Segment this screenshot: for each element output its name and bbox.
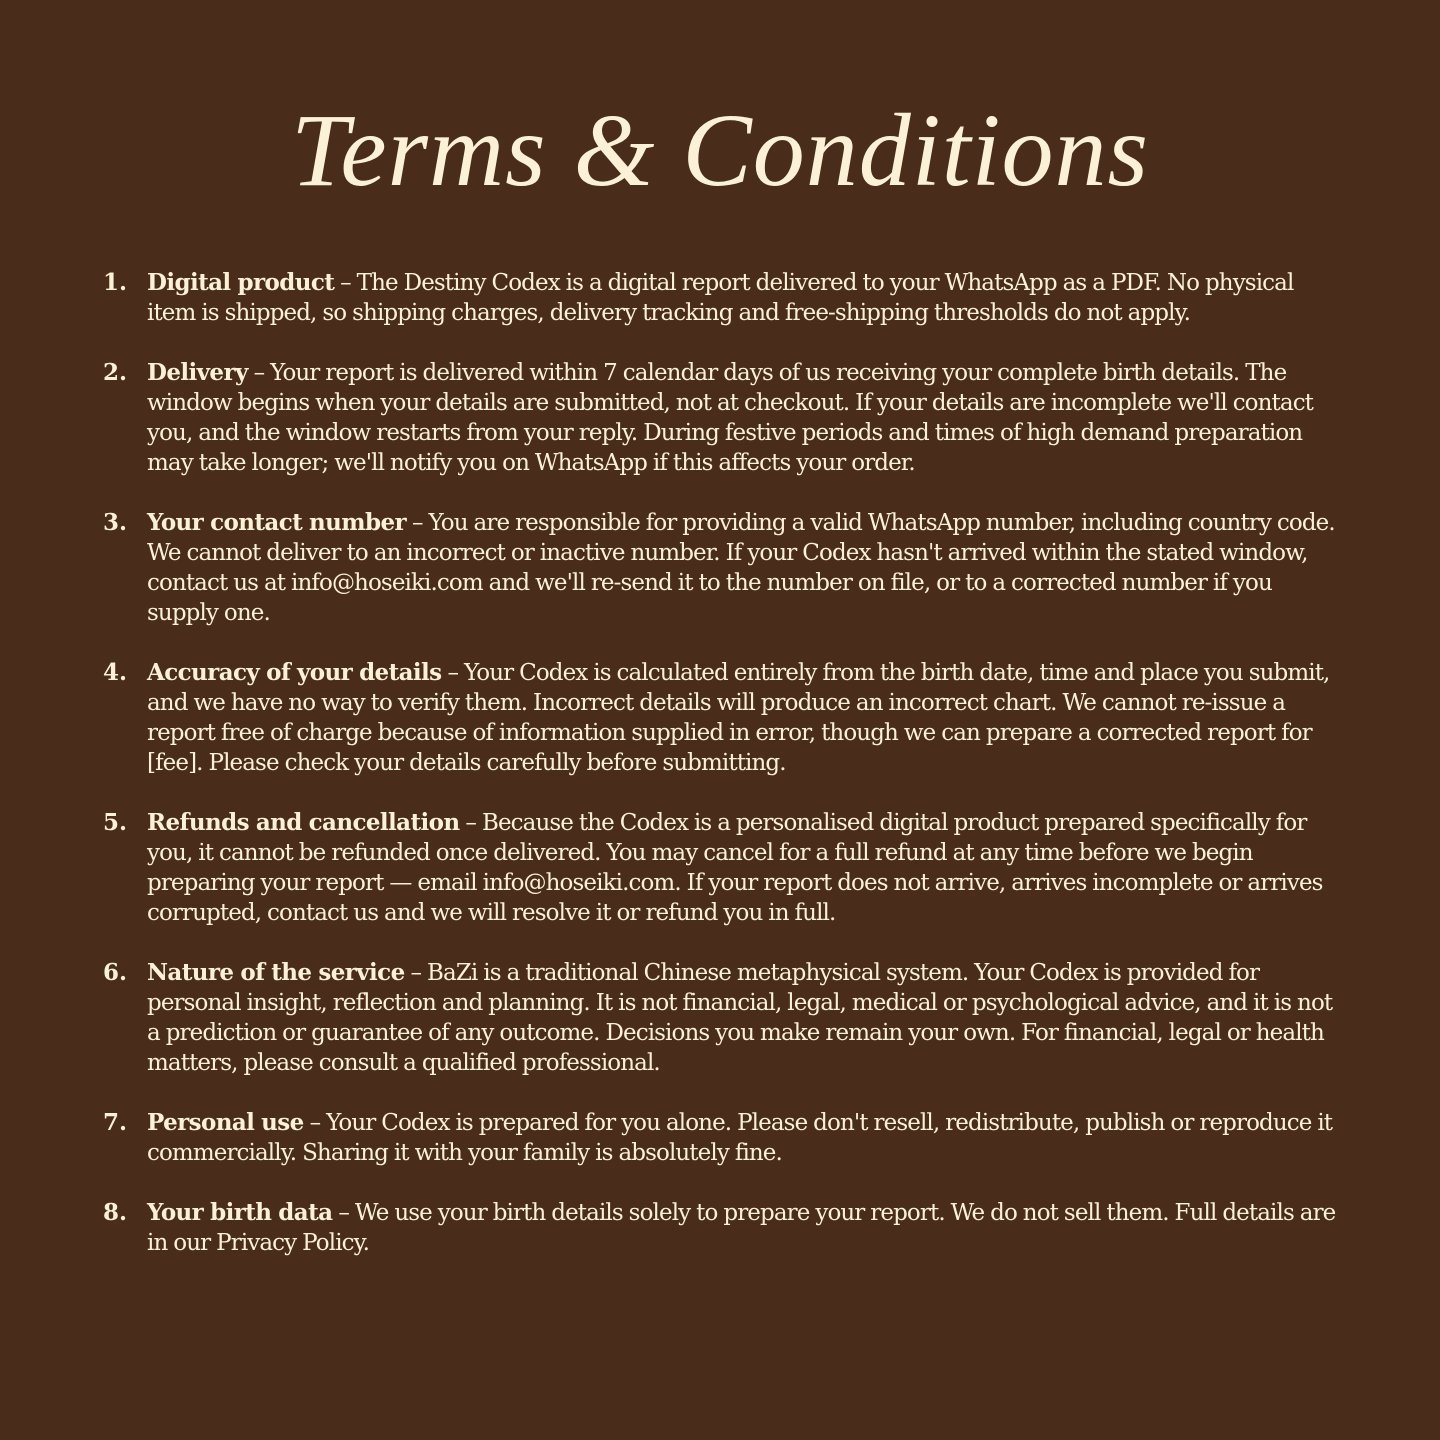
term-number: 6. <box>103 959 128 986</box>
term-heading: Your contact number <box>147 509 407 536</box>
term-item-personal-use <box>100 1108 1340 1168</box>
page-title: Terms & Conditions <box>291 93 1149 208</box>
term-number: 4. <box>103 659 128 686</box>
term-item-accuracy <box>100 658 1340 778</box>
term-number: 5. <box>103 809 128 836</box>
term-item-refunds <box>100 808 1340 928</box>
term-heading: Personal use <box>147 1109 304 1136</box>
term-heading: Nature of the service <box>147 959 405 986</box>
term-heading: Your birth data <box>147 1199 333 1226</box>
term-number: 8. <box>103 1199 128 1226</box>
term-item-digital-product <box>100 268 1340 328</box>
terms-list <box>100 268 1340 1288</box>
term-number: 1. <box>103 269 128 296</box>
term-text: – You are responsible for providing a valid WhatsApp number, including country code. We cannot deliver to an incorrect or inactive number. If your Codex hasn't arrived within the stated window, contact us at info@hoseiki.com and we'll re-send it to the number on file, or to a corrected number if you supply one. <box>147 510 1335 626</box>
term-item-nature-of-service <box>100 958 1340 1078</box>
term-heading: Delivery <box>147 359 248 386</box>
term-item-delivery <box>100 358 1340 478</box>
term-text: – Your Codex is calculated entirely from the birth date, time and place you submit, and we have no way to verify them. Incorrect details will produce an incorrect chart. We cannot re-issue a report free of charge because of information supplied in error, though we can prepare a corrected report for [fee]. Please check your details carefully before submitting. <box>147 660 1330 776</box>
term-text: – BaZi is a traditional Chinese metaphysical system. Your Codex is provided for personal insight, reflection and planning. It is not financial, legal, medical or psychological advice, and it is not a prediction or guarantee of any outcome. Decisions you make remain your own. For financial, legal or health matters, please consult a qualified professional. <box>147 960 1333 1076</box>
term-number: 7. <box>103 1109 128 1136</box>
term-heading: Digital product <box>147 269 335 296</box>
term-heading: Accuracy of your details <box>147 659 442 686</box>
term-number: 3. <box>103 509 128 536</box>
term-text: – We use your birth details solely to prepare your report. We do not sell them. Full details are in our Privacy Policy. <box>147 1200 1336 1256</box>
term-number: 2. <box>103 359 128 386</box>
term-text: – Because the Codex is a personalised digital product prepared specifically for you, it cannot be refunded once delivered. You may cancel for a full refund at any time before we begin preparing your report — email info@hoseiki.com. If your report does not arrive, arrives incomplete or arrives corrupted, contact us and we will resolve it or refund you in full. <box>147 810 1323 926</box>
term-item-contact-number <box>100 508 1340 628</box>
term-text: – The Destiny Codex is a digital report delivered to your WhatsApp as a PDF. No physical item is shipped, so shipping charges, delivery tracking and free-shipping thresholds do not apply. <box>147 270 1294 326</box>
term-heading: Refunds and cancellation <box>147 809 460 836</box>
term-item-birth-data <box>100 1198 1340 1258</box>
term-text: – Your report is delivered within 7 calendar days of us receiving your complete birth details. The window begins when your details are submitted, not at checkout. If your details are incomplete we'll contact you, and the window restarts from your reply. During festive periods and times of high demand preparation may take longer; we'll notify you on WhatsApp if this affects your order. <box>147 360 1314 476</box>
term-text: – Your Codex is prepared for you alone. Please don't resell, redistribute, publish or reproduce it commercially. Sharing it with your family is absolutely fine. <box>147 1110 1333 1166</box>
